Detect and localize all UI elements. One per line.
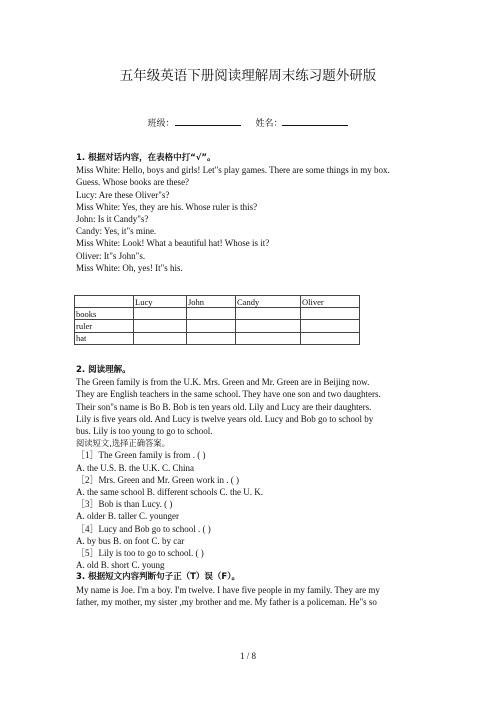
passage-line: The Green family is from the U.K. Mrs. Green and Mr. Green are in Beijing now. bbox=[76, 377, 370, 388]
row-label: ruler bbox=[75, 320, 134, 332]
table-header-cell: Candy bbox=[236, 296, 301, 308]
dialogue-line: Miss White: Hello, boys and girls! Let"s play games. There are some things in my box. bbox=[76, 165, 390, 176]
dialogue-line: Oliver: It"s John"s. bbox=[76, 250, 146, 261]
row-label: hat bbox=[75, 332, 134, 344]
answer-cell[interactable] bbox=[236, 308, 301, 320]
dialogue-line: John: Is it Candy"s? bbox=[76, 214, 149, 225]
passage-line: bus. Lily is too young to go to school. bbox=[76, 426, 213, 437]
section-3-heading: 3. 根据短文内容判断句子正（T）误（F）。 bbox=[76, 572, 240, 583]
document-title: 五年级英语下册阅读理解周末练习题外研版 bbox=[119, 68, 377, 84]
class-blank bbox=[175, 116, 241, 126]
table-header-cell bbox=[75, 296, 134, 308]
section-1-heading: 1. 根据对话内容，在表格中打“√”。 bbox=[76, 153, 216, 163]
answer-cell[interactable] bbox=[236, 332, 301, 344]
options-line: A. the same school B. different schools C. the U. K. bbox=[76, 487, 264, 498]
question-line: ［2］Mrs. Green and Mr. Green work in . ( ) bbox=[76, 474, 239, 485]
dialogue-line: Miss White: Yes, they are his. Whose ruler is this? bbox=[76, 201, 258, 212]
table-header-cell: Lucy bbox=[134, 296, 187, 308]
passage-line: Their son"s name is Bo B. Bob is ten years old. Lily and Lucy are their daughters. bbox=[76, 401, 372, 412]
answer-cell[interactable] bbox=[134, 332, 187, 344]
table-header-row bbox=[75, 296, 360, 308]
student-info-line bbox=[0, 116, 496, 129]
answer-cell[interactable] bbox=[301, 320, 360, 332]
answer-cell[interactable] bbox=[236, 320, 301, 332]
answer-cell[interactable] bbox=[187, 308, 236, 320]
section-1 bbox=[76, 152, 394, 274]
section-2-heading: 2. 阅读理解。 bbox=[76, 365, 131, 375]
class-label: 班级： bbox=[147, 119, 175, 129]
instruction-line: 阅读短文,选择正确答案。 bbox=[76, 438, 170, 449]
dialogue-line: Miss White: Oh, yes! It"s his. bbox=[76, 262, 183, 273]
name-label: 姓名： bbox=[255, 119, 283, 129]
page-number: 1 / 8 bbox=[239, 651, 256, 661]
dialogue-line: Lucy: Are these Oliver"s? bbox=[76, 189, 170, 200]
table-row bbox=[75, 332, 360, 344]
options-line: A. old B. short C. young bbox=[76, 560, 165, 571]
table-header-cell: Oliver bbox=[301, 296, 360, 308]
passage-line: They are English teachers in the same school. They have one son and two daughters. bbox=[76, 389, 381, 400]
answer-cell[interactable] bbox=[301, 308, 360, 320]
question-line: ［5］Lily is too to go to school. ( ) bbox=[76, 548, 204, 559]
table-row bbox=[75, 308, 360, 320]
table-row bbox=[75, 320, 360, 332]
question-line: ［1］The Green family is from . ( ) bbox=[76, 450, 206, 461]
answer-cell[interactable] bbox=[301, 332, 360, 344]
answer-cell[interactable] bbox=[134, 308, 187, 320]
section-3-line: My name is Joe. I'm a boy. I'm twelve. I have five people in my family. They are my bbox=[76, 584, 380, 595]
dialogue-line: Miss White: Look! What a beautiful hat! Whose is it? bbox=[76, 238, 270, 249]
row-label: books bbox=[75, 308, 134, 320]
options-line: A. older B. taller C. younger bbox=[76, 511, 179, 522]
dialogue-line: Candy: Yes, it"s mine. bbox=[76, 226, 157, 237]
dialogue-line: Guess. Whose books are these? bbox=[76, 177, 190, 188]
table-header-cell: John bbox=[187, 296, 236, 308]
section-2 bbox=[76, 364, 398, 608]
section-3-line: father, my mother, my sister ,my brother and me. My father is a policeman. He"s so bbox=[76, 596, 377, 607]
answer-cell[interactable] bbox=[187, 320, 236, 332]
question-line: ［4］Lucy and Bob go to school . ( ) bbox=[76, 523, 211, 534]
passage-line: Lily is five years old. And Lucy is twelve years old. Lucy and Bob go to school by bbox=[76, 413, 374, 424]
answer-cell[interactable] bbox=[134, 320, 187, 332]
question-line: ［3］Bob is than Lucy. ( ) bbox=[76, 499, 173, 510]
ownership-table bbox=[74, 295, 360, 345]
options-line: A. the U.S. B. the U.K. C. China bbox=[76, 462, 194, 473]
name-blank bbox=[282, 116, 348, 126]
answer-cell[interactable] bbox=[187, 332, 236, 344]
options-line: A. by bus B. on foot C. by car bbox=[76, 535, 185, 546]
